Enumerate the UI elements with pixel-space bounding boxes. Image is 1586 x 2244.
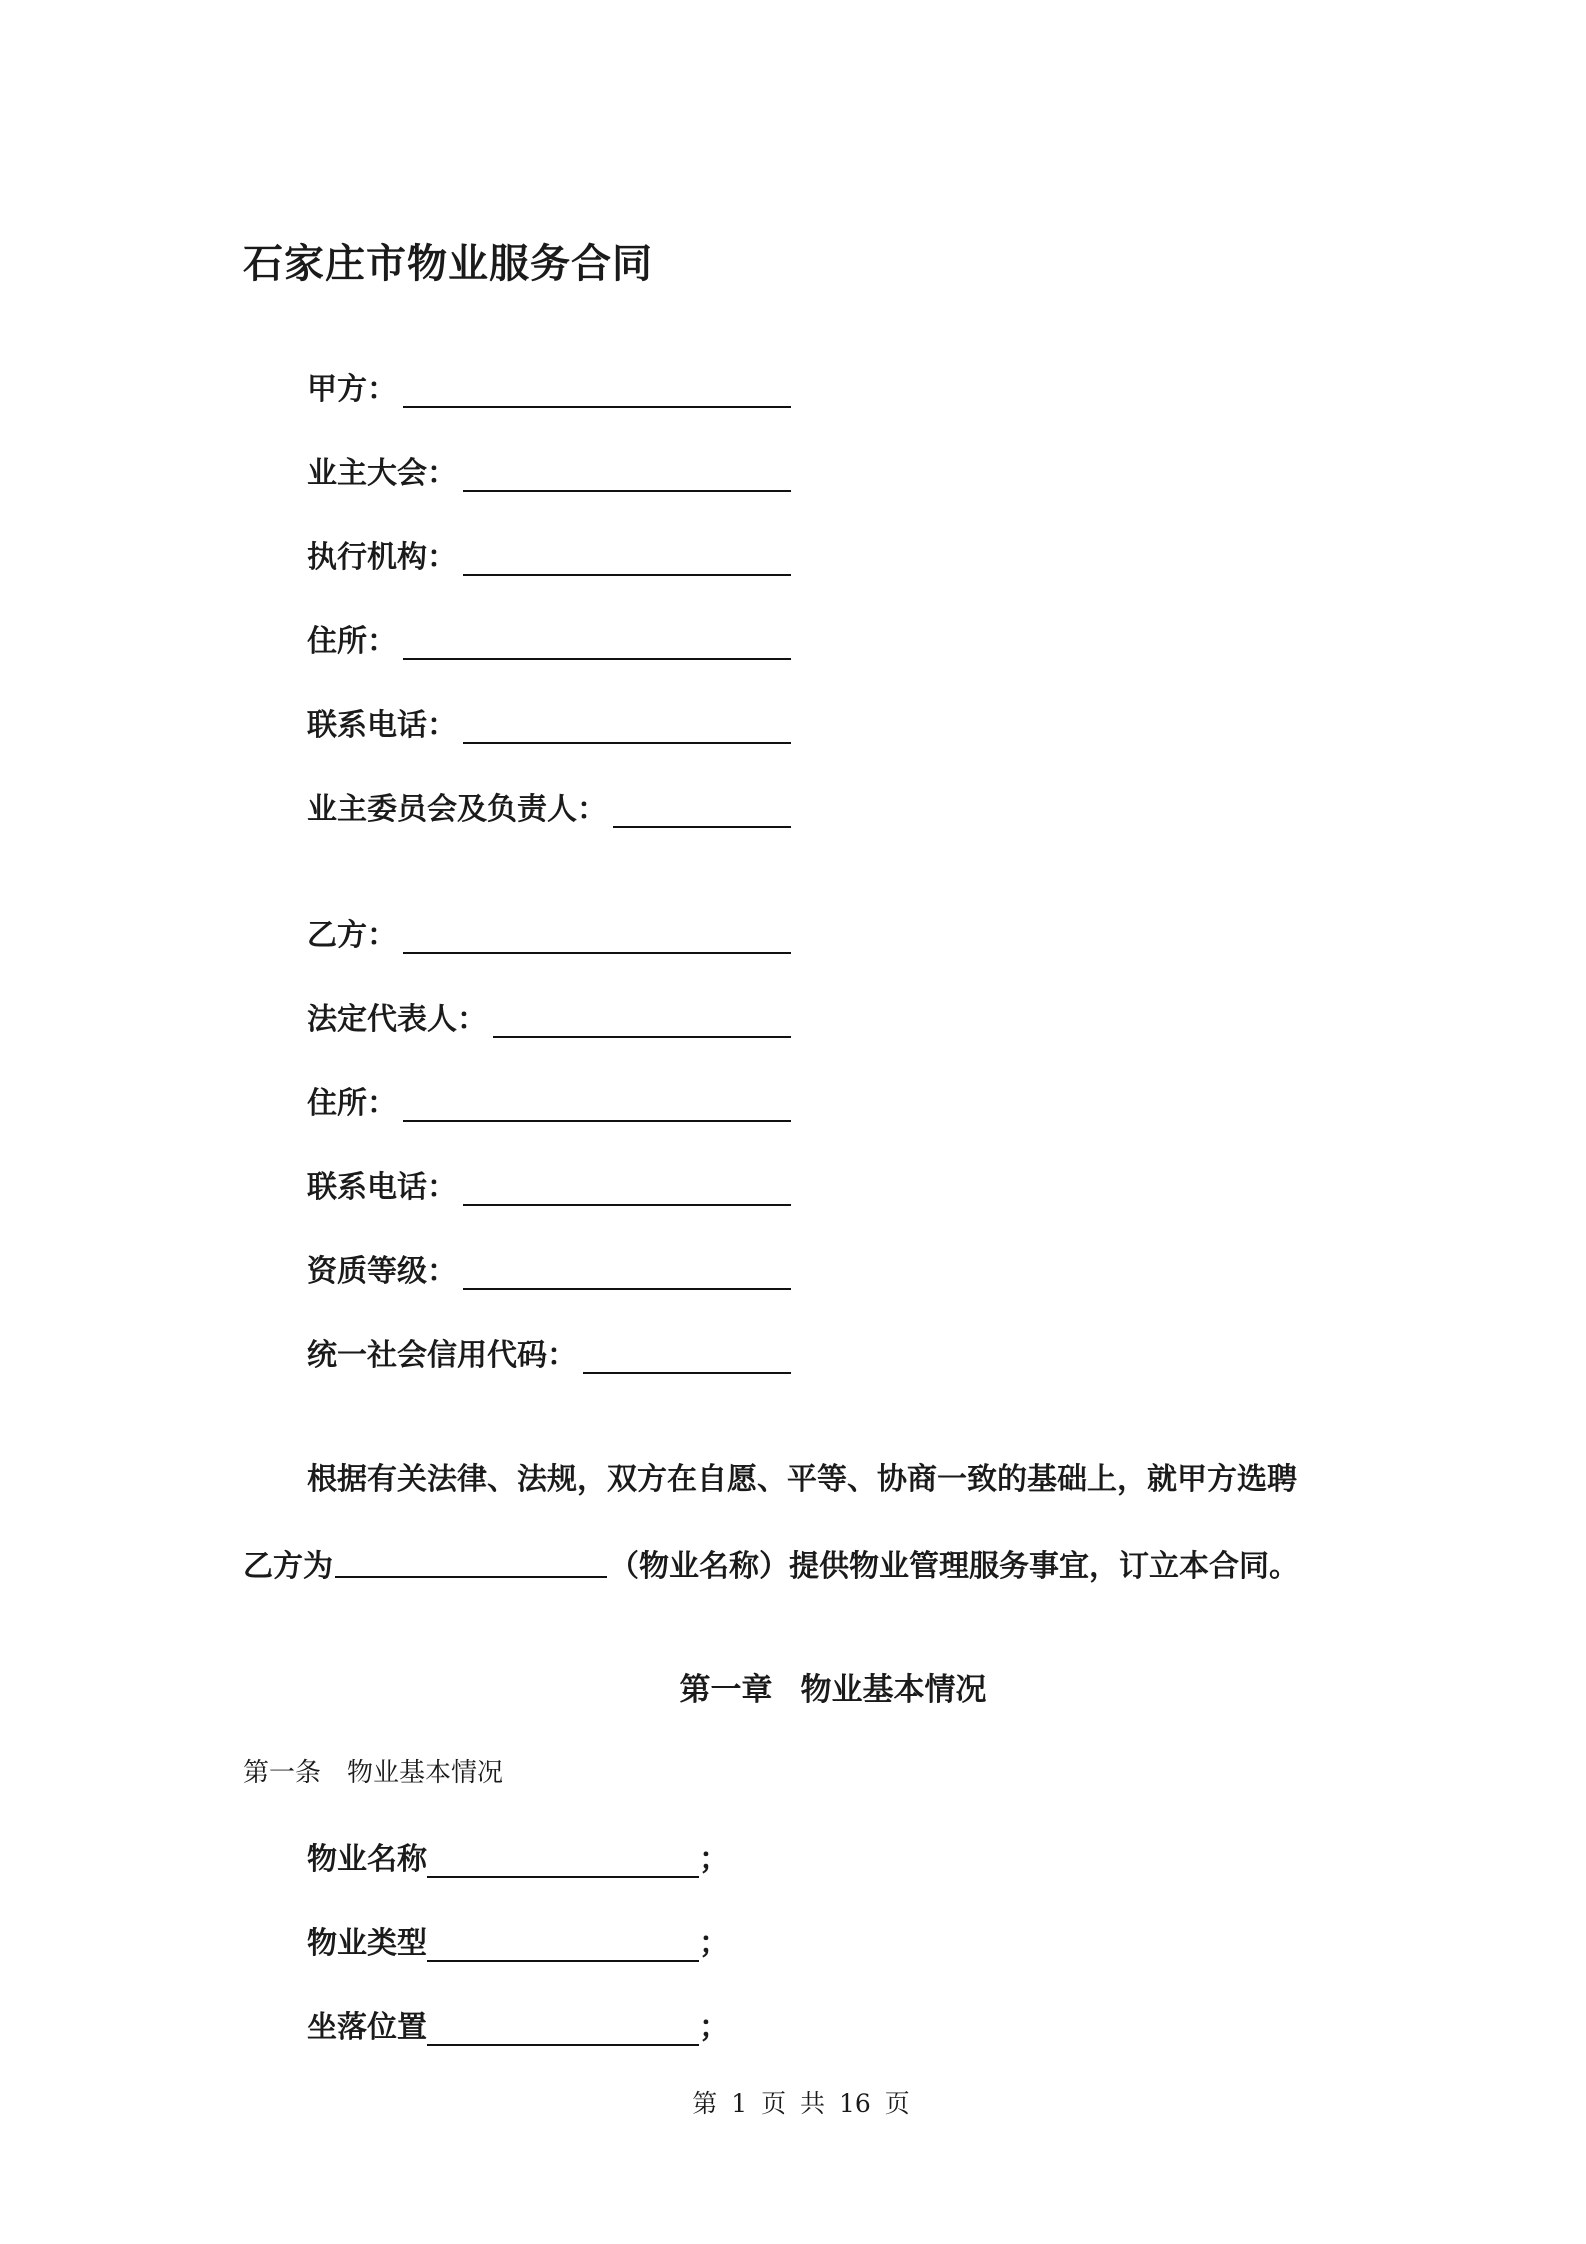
chapter-heading <box>0 1664 1586 1709</box>
field-colon: ： <box>367 918 397 953</box>
article-title: 物业基本情况 <box>347 1758 504 1788</box>
preamble-line-2 <box>243 1544 1299 1587</box>
party-b-address-field <box>307 1074 791 1124</box>
document-title: 石家庄市物业服务合同 <box>243 241 653 287</box>
executive-body-field <box>307 528 791 578</box>
article-number: 第一条 <box>243 1758 322 1788</box>
field-colon: ： <box>427 1254 457 1289</box>
item-end: ； <box>699 1842 729 1877</box>
field-colon: ： <box>427 456 457 491</box>
field-label: 业主委员会及负责人 <box>307 792 577 827</box>
item-label: 物业类型 <box>307 1926 427 1961</box>
blank-line[interactable] <box>463 1168 791 1206</box>
owners-committee-field <box>307 780 791 830</box>
item-end: ； <box>699 1926 729 1961</box>
blank-line[interactable] <box>403 370 791 408</box>
party-b-field <box>307 906 791 956</box>
article-heading <box>243 1752 503 1789</box>
legal-representative-field <box>307 990 791 1040</box>
party-a-address-field <box>307 612 791 662</box>
owners-assembly-field <box>307 444 791 494</box>
blank-line[interactable] <box>403 916 791 954</box>
blank-line[interactable] <box>493 1000 791 1038</box>
credit-code-field <box>307 1326 791 1376</box>
field-colon: ： <box>427 708 457 743</box>
blank-line[interactable] <box>403 622 791 660</box>
blank-line[interactable] <box>427 1924 699 1962</box>
item-label: 坐落位置 <box>307 2010 427 2045</box>
field-label: 住所 <box>307 624 367 659</box>
property-name-item <box>307 1830 729 1880</box>
blank-line[interactable] <box>463 538 791 576</box>
property-location-item <box>307 1998 729 2048</box>
property-type-item <box>307 1914 729 1964</box>
property-name-blank[interactable] <box>335 1544 607 1578</box>
field-label: 统一社会信用代码 <box>307 1338 547 1373</box>
preamble-suffix: （物业名称）提供物业管理服务事宜，订立本合同。 <box>609 1549 1299 1584</box>
blank-line[interactable] <box>463 454 791 492</box>
field-colon: ： <box>367 624 397 659</box>
field-label: 联系电话 <box>307 708 427 743</box>
field-label: 执行机构 <box>307 540 427 575</box>
field-colon: ： <box>367 1086 397 1121</box>
field-colon: ： <box>547 1338 577 1373</box>
chapter-title: 物业基本情况 <box>800 1672 987 1708</box>
field-colon: ： <box>427 1170 457 1205</box>
field-label: 住所 <box>307 1086 367 1121</box>
field-colon: ： <box>457 1002 487 1037</box>
field-label: 法定代表人 <box>307 1002 457 1037</box>
field-colon: ： <box>577 792 607 827</box>
blank-line[interactable] <box>463 1252 791 1290</box>
preamble-line-1: 根据有关法律、法规，双方在自愿、平等、协商一致的基础上，就甲方选聘 <box>307 1462 1297 1497</box>
blank-line[interactable] <box>613 790 791 828</box>
field-colon: ： <box>367 372 397 407</box>
field-label: 甲方 <box>307 372 367 407</box>
blank-line[interactable] <box>463 706 791 744</box>
party-a-field <box>307 360 791 410</box>
field-label: 业主大会 <box>307 456 427 491</box>
field-colon: ： <box>427 540 457 575</box>
field-label: 乙方 <box>307 918 367 953</box>
qualification-level-field <box>307 1242 791 1292</box>
blank-line[interactable] <box>427 1840 699 1878</box>
chapter-number: 第一章 <box>679 1672 773 1708</box>
blank-line[interactable] <box>427 2008 699 2046</box>
party-b-phone-field <box>307 1158 791 1208</box>
party-a-phone-field <box>307 696 791 746</box>
field-label: 资质等级 <box>307 1254 427 1289</box>
blank-line[interactable] <box>583 1336 791 1374</box>
field-label: 联系电话 <box>307 1170 427 1205</box>
item-end: ； <box>699 2010 729 2045</box>
page-number-footer: 第 1 页 共 16 页 <box>692 2089 910 2118</box>
item-label: 物业名称 <box>307 1842 427 1877</box>
preamble-prefix: 乙方为 <box>243 1549 333 1584</box>
blank-line[interactable] <box>403 1084 791 1122</box>
